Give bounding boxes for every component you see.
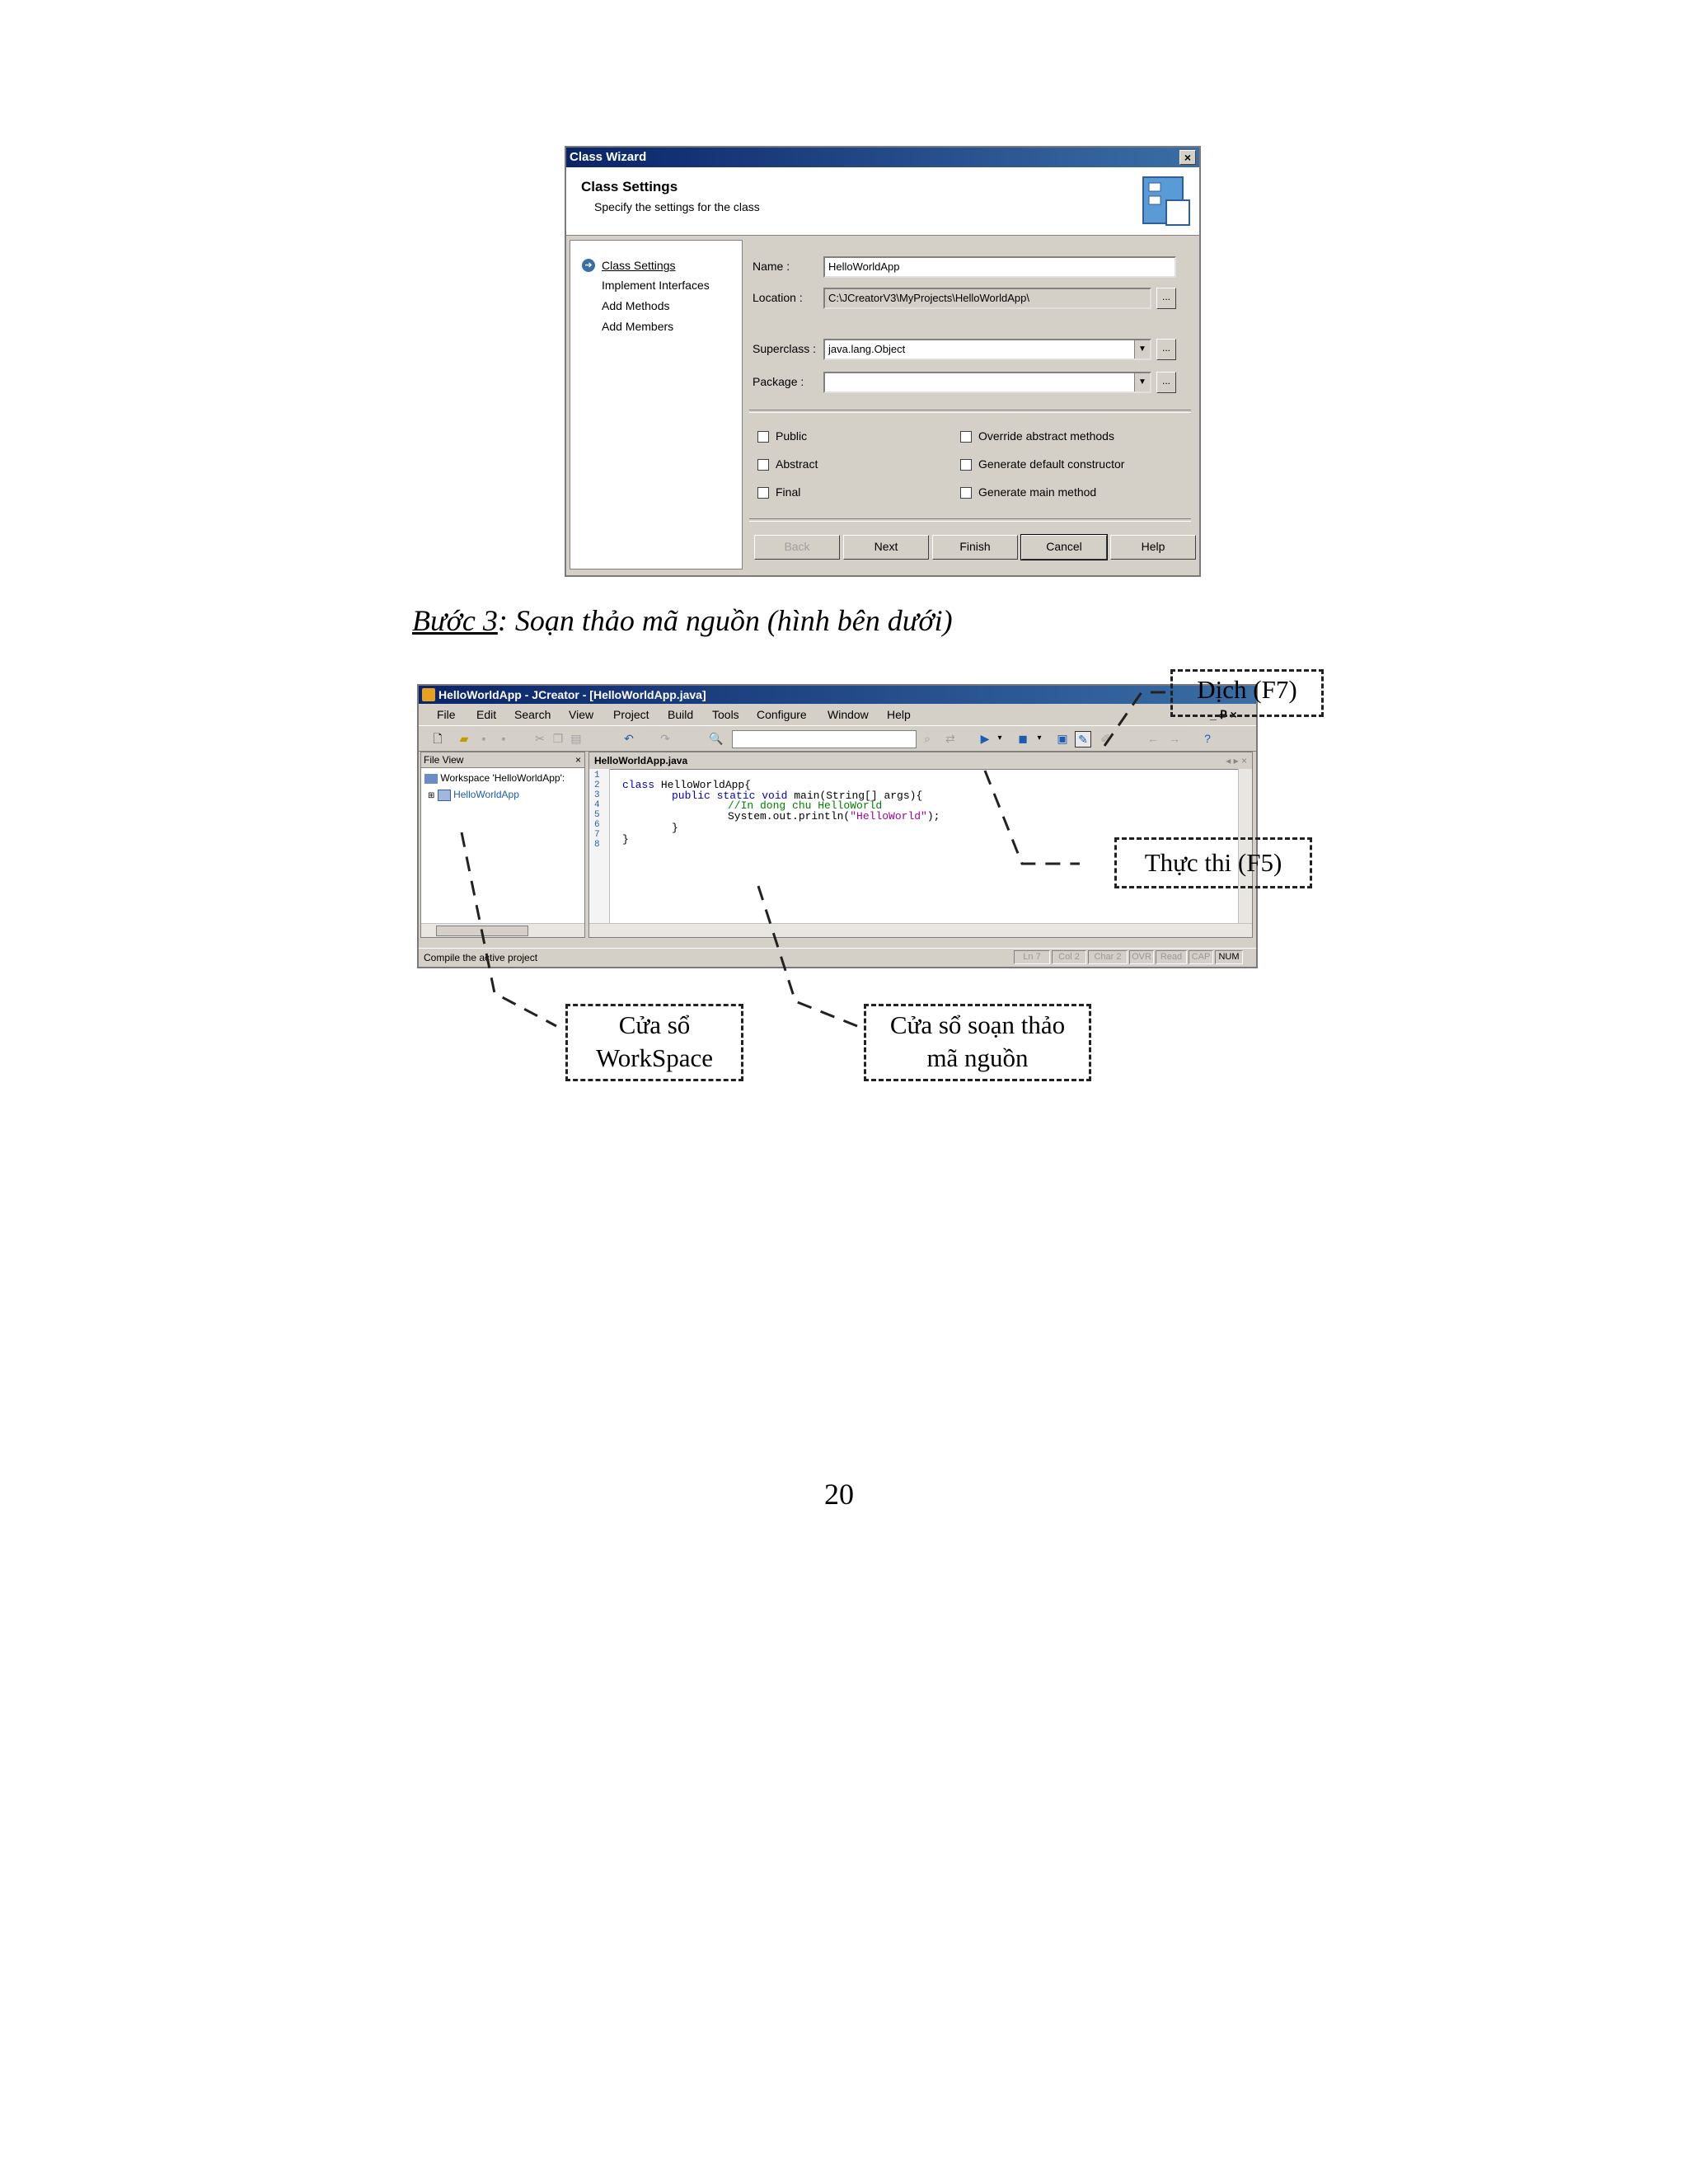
- undo-icon[interactable]: ↶: [624, 732, 634, 745]
- menu-project[interactable]: Project: [613, 708, 649, 721]
- execute-project-icon[interactable]: ▶: [980, 732, 990, 745]
- menu-view[interactable]: View: [569, 708, 594, 721]
- chevron-down-icon[interactable]: ▼: [1134, 373, 1150, 391]
- status-text: Compile the active project: [424, 952, 538, 963]
- status-read: Read: [1156, 950, 1187, 964]
- code-text: HelloWorldApp{: [654, 779, 752, 791]
- replace-icon[interactable]: ⇄: [945, 732, 955, 745]
- superclass-value: java.lang.Object: [828, 343, 906, 355]
- paste-icon[interactable]: ▤: [570, 732, 582, 745]
- code-line-4[interactable]: //In dong chu HelloWorld: [728, 799, 883, 812]
- chevron-down-icon[interactable]: ▾: [1037, 733, 1042, 743]
- line-number: 5: [594, 810, 600, 820]
- menu-edit[interactable]: Edit: [476, 708, 497, 721]
- line-number: 2: [594, 780, 600, 790]
- editor-callout-line1: Cửa sổ soạn thảo: [889, 1010, 1066, 1039]
- superclass-browse-button[interactable]: ...: [1156, 339, 1176, 360]
- code-string: "HelloWorld": [850, 810, 927, 823]
- save-icon[interactable]: ▪: [481, 732, 486, 745]
- new-file-icon[interactable]: 🗋: [433, 732, 443, 745]
- find-in-files-icon[interactable]: ⌕: [924, 732, 931, 745]
- step-add-methods[interactable]: Add Methods: [602, 299, 670, 312]
- status-num: NUM: [1215, 950, 1243, 964]
- run-callout-text: Thực thi (F5): [1144, 848, 1282, 877]
- wizard-header-subtitle: Specify the settings for the class: [594, 200, 760, 213]
- superclass-label: Superclass :: [753, 342, 817, 355]
- back-button[interactable]: Back: [754, 535, 840, 560]
- expand-icon[interactable]: ⊞: [428, 791, 435, 800]
- status-ovr: OVR: [1129, 950, 1154, 964]
- code-keyword: class: [622, 779, 655, 791]
- wizard-header-title: Class Settings: [581, 179, 678, 194]
- abstract-label: Abstract: [776, 457, 818, 471]
- step-add-members[interactable]: Add Members: [602, 320, 674, 333]
- help-icon[interactable]: ?: [1204, 732, 1211, 745]
- chevron-down-icon[interactable]: ▾: [997, 733, 1002, 743]
- menu-help[interactable]: Help: [887, 708, 911, 721]
- file-view-label: File View: [424, 754, 464, 766]
- back-icon[interactable]: ←: [1147, 732, 1159, 745]
- cut-icon[interactable]: ✂: [535, 732, 545, 745]
- final-label: Final: [776, 485, 801, 499]
- debug-run-icon[interactable]: ◼: [1018, 732, 1028, 745]
- copy-icon[interactable]: ❐: [552, 732, 564, 745]
- status-cap: CAP: [1189, 950, 1213, 964]
- chevron-down-icon[interactable]: ▼: [1134, 340, 1150, 359]
- editor-leader-line: [758, 886, 857, 1026]
- workspace-callout-line2: WorkSpace: [595, 1043, 714, 1072]
- run-leader-line: [985, 771, 1080, 864]
- redo-icon[interactable]: ↷: [660, 732, 670, 745]
- forward-icon[interactable]: →: [1169, 732, 1180, 745]
- step-number: Bước 3: [412, 604, 498, 637]
- menu-search[interactable]: Search: [514, 708, 551, 721]
- editor-tab-label: HelloWorldApp.java: [594, 755, 688, 766]
- line-number: 1: [594, 771, 600, 780]
- menu-build[interactable]: Build: [668, 708, 694, 721]
- current-step-arrow-icon: ➔: [582, 259, 595, 272]
- code-line-6[interactable]: }: [672, 822, 678, 834]
- menu-configure[interactable]: Configure: [757, 708, 807, 721]
- mdi-controls[interactable]: _ ₽ ×: [1210, 708, 1237, 721]
- compile-callout-text: Dịch (F7): [1197, 675, 1297, 704]
- package-label: Package :: [753, 375, 804, 388]
- status-col: Col 2: [1052, 950, 1086, 964]
- line-number: 7: [594, 830, 600, 840]
- menu-tools[interactable]: Tools: [712, 708, 739, 721]
- menu-window[interactable]: Window: [828, 708, 869, 721]
- open-folder-icon[interactable]: ▰: [459, 732, 469, 745]
- code-keyword: public static void: [672, 790, 788, 802]
- location-browse-button[interactable]: ...: [1156, 288, 1176, 309]
- compile-leader-line: [1104, 692, 1170, 746]
- editor-callout-line2: mã nguồn: [926, 1043, 1029, 1072]
- project-label: HelloWorldApp: [453, 789, 519, 800]
- compile-file-icon[interactable]: ▣: [1057, 732, 1068, 745]
- cancel-button[interactable]: Cancel: [1021, 535, 1107, 560]
- step-description: : Soạn thảo mã nguồn (hình bên dưới): [497, 604, 953, 637]
- page-number: 20: [824, 1478, 854, 1511]
- public-label: Public: [776, 429, 808, 443]
- workspace-callout-line1: Cửa sổ: [618, 1010, 691, 1039]
- location-label: Location :: [753, 291, 803, 304]
- finish-button[interactable]: Finish: [932, 535, 1018, 560]
- compile-project-icon[interactable]: ✎: [1075, 731, 1091, 748]
- pane-close-icon[interactable]: ×: [574, 754, 581, 766]
- step-class-settings[interactable]: Class Settings: [602, 259, 676, 272]
- save-all-icon[interactable]: ▪: [501, 732, 506, 745]
- status-char: Char 2: [1088, 950, 1128, 964]
- status-line: Ln 7: [1014, 950, 1050, 964]
- default-constructor-label: Generate default constructor: [978, 457, 1125, 471]
- package-browse-button[interactable]: ...: [1156, 372, 1176, 393]
- line-number: 4: [594, 800, 600, 810]
- name-label: Name :: [753, 260, 790, 273]
- menu-file[interactable]: File: [437, 708, 456, 721]
- code-line-7[interactable]: }: [622, 833, 629, 846]
- line-number: 3: [594, 790, 600, 800]
- location-input[interactable]: C:\JCreatorV3\MyProjects\HelloWorldApp\: [823, 288, 1151, 309]
- line-number: 6: [594, 820, 600, 830]
- workspace-label: Workspace 'HelloWorldApp':: [440, 772, 565, 784]
- help-button[interactable]: Help: [1110, 535, 1196, 560]
- code-text: );: [926, 810, 940, 823]
- code-text: System.out.println(: [728, 810, 851, 823]
- ide-window-title: HelloWorldApp - JCreator - [HelloWorldApp.java]: [438, 688, 706, 701]
- find-icon[interactable]: 🔍: [709, 732, 724, 745]
- stop-tool-icon[interactable]: ✐: [1100, 732, 1110, 745]
- next-button[interactable]: Next: [843, 535, 929, 560]
- code-text: main(String[] args){: [787, 790, 923, 802]
- line-number: 8: [594, 840, 600, 850]
- workspace-leader-line: [462, 832, 556, 1026]
- wizard-title: Class Wizard: [570, 150, 647, 164]
- override-abstract-label: Override abstract methods: [978, 429, 1114, 443]
- tab-nav-icons[interactable]: ◂ ▸ ×: [1226, 755, 1247, 766]
- step-implement-interfaces[interactable]: Implement Interfaces: [602, 279, 710, 292]
- name-input[interactable]: HelloWorldApp: [823, 256, 1176, 278]
- close-icon[interactable]: ×: [1179, 150, 1196, 165]
- main-method-label: Generate main method: [978, 485, 1097, 499]
